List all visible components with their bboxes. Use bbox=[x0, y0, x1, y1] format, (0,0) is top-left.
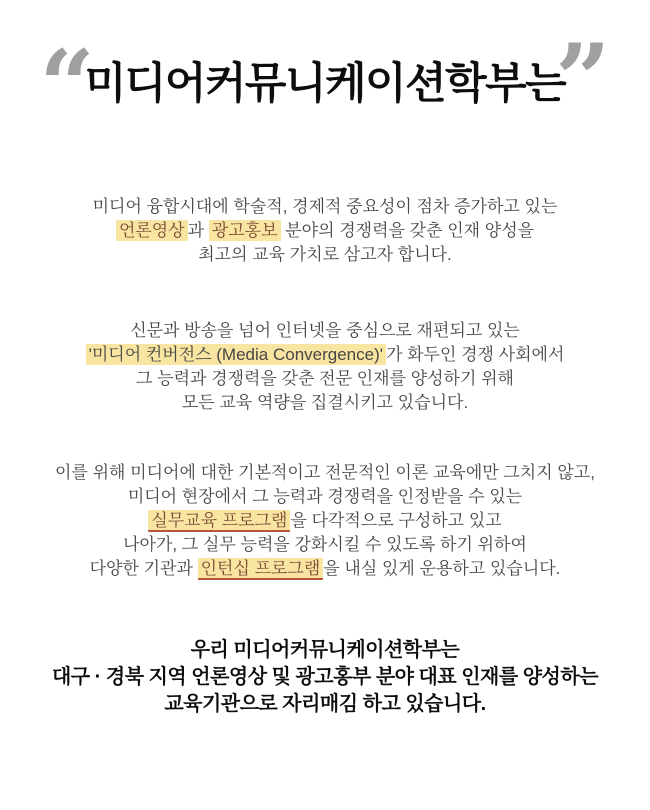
text-line bbox=[0, 219, 650, 243]
text-line: 신문과 방송을 넘어 인터넷을 중심으로 재편되고 있는 bbox=[130, 321, 520, 340]
text-line bbox=[0, 557, 650, 581]
text-line: 그 능력과 경쟁력을 갖춘 전문 인재를 양성하기 위해 bbox=[136, 369, 514, 388]
highlight-keyword-practical-education-program: 실무교육 프로그램 bbox=[148, 510, 290, 532]
highlight-keyword-press-video: 언론영상 bbox=[116, 220, 188, 241]
paragraph-vision bbox=[0, 195, 650, 267]
text-line: 대구 · 경북 지역 언론영상 및 광고홍부 분야 대표 인재를 양성하는 bbox=[51, 666, 599, 688]
text-segment: 을 다각적으로 구성하고 있고 bbox=[290, 511, 502, 530]
highlight-keyword-internship-program: 인턴십 프로그램 bbox=[198, 558, 324, 580]
text-line: 교육기관으로 자리매김 하고 있습니다. bbox=[164, 693, 486, 715]
text-segment: 과 bbox=[187, 221, 209, 240]
open-quote-icon: “ bbox=[39, 29, 95, 142]
paragraph-programs bbox=[0, 461, 650, 581]
text-line: 미디어 현장에서 그 능력과 경쟁력을 인정받을 수 있는 bbox=[127, 487, 523, 506]
highlight-media-convergence: '미디어 컨버전스 (Media Convergence)' bbox=[86, 344, 386, 365]
text-segment: 을 내실 있게 운용하고 있습니다. bbox=[323, 559, 561, 578]
text-line: 모든 교육 역량을 집결시키고 있습니다. bbox=[181, 393, 469, 412]
department-intro-poster bbox=[0, 23, 650, 810]
closing-statement bbox=[0, 637, 650, 718]
text-line: 이를 위해 미디어에 대한 기본적이고 전문적인 이론 교육에만 그치지 않고, bbox=[55, 463, 595, 482]
paragraph-media-convergence bbox=[0, 319, 650, 415]
close-quote-icon: ” bbox=[555, 23, 611, 136]
text-line: 미디어 융합시대에 학술적, 경제적 중요성이 점차 증가하고 있는 bbox=[92, 197, 558, 216]
page-title: 미디어커뮤니케이션학부는 bbox=[84, 60, 566, 108]
title-section bbox=[0, 23, 650, 142]
text-segment: 분야의 경쟁력을 갖춘 인재 양성을 bbox=[280, 221, 535, 240]
text-line bbox=[0, 343, 650, 367]
text-segment: 다양한 기관과 bbox=[89, 559, 198, 578]
text-segment: 가 화두인 경쟁 사회에서 bbox=[385, 345, 565, 364]
text-line: 나아가, 그 실무 능력을 강화시킬 수 있도록 하기 위하여 bbox=[123, 535, 527, 554]
text-line: 우리 미디어커뮤니케이션학부는 bbox=[190, 639, 460, 661]
text-line bbox=[0, 509, 650, 533]
highlight-keyword-advertising-pr: 광고홍보 bbox=[209, 220, 281, 241]
text-line: 최고의 교육 가치로 삼고자 합니다. bbox=[198, 245, 452, 264]
